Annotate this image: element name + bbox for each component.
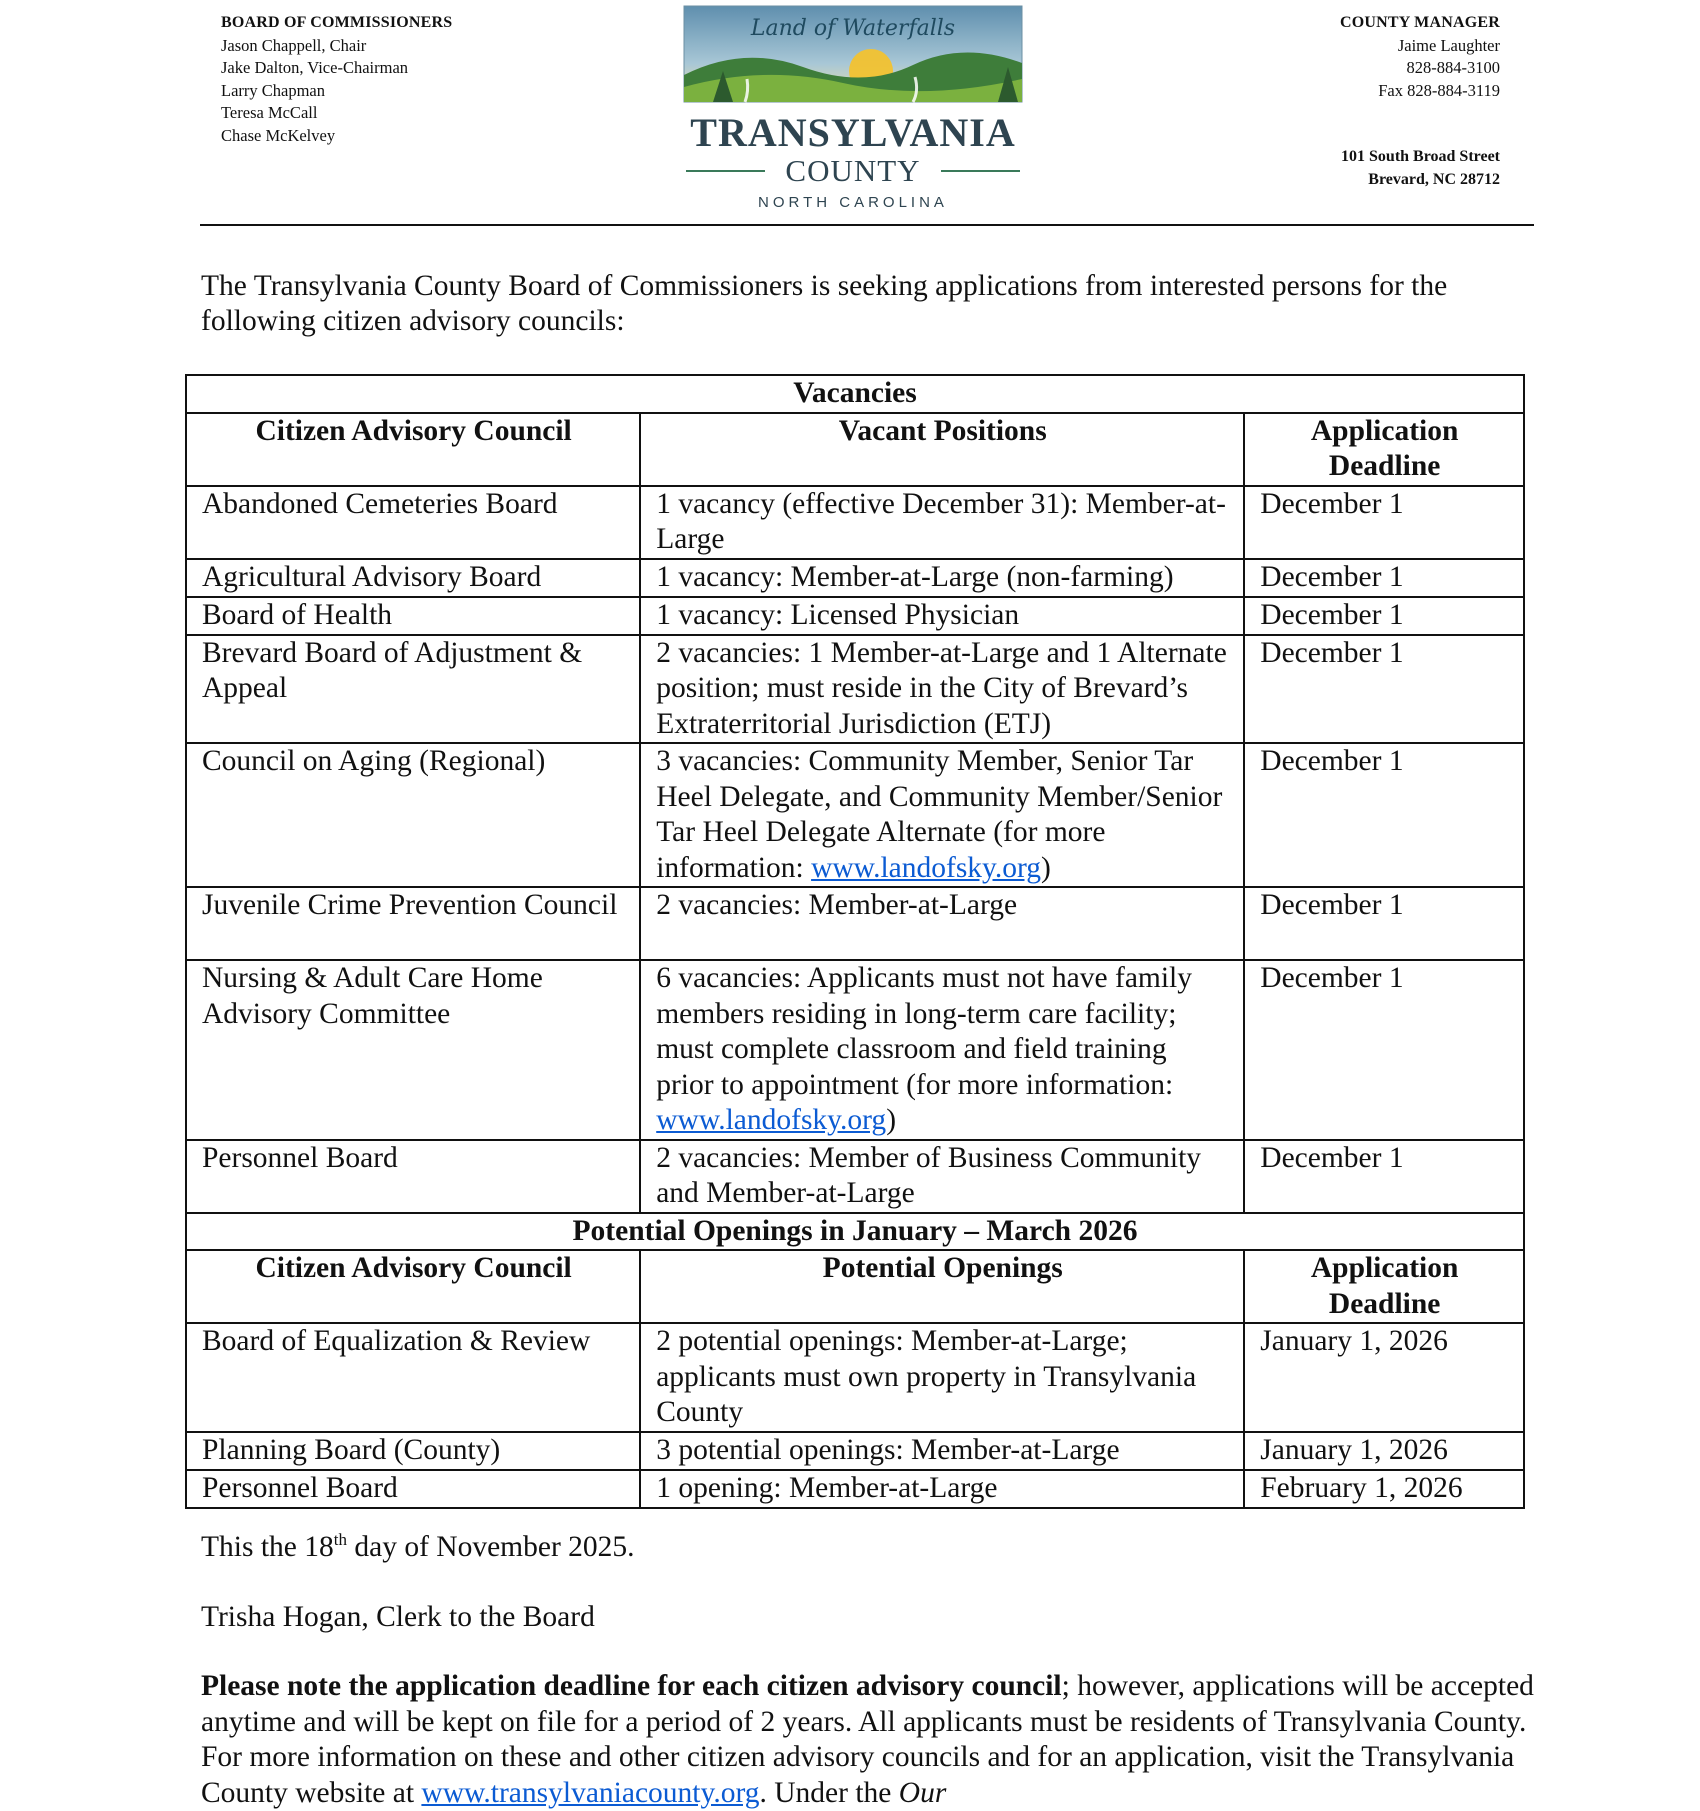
openings-cell: 1 opening: Member-at-Large bbox=[640, 1470, 1244, 1508]
address-line: 101 South Broad Street bbox=[1341, 148, 1500, 165]
board-member: Jake Dalton, Vice-Chairman bbox=[221, 58, 409, 77]
address-line: Brevard, NC 28712 bbox=[1368, 170, 1500, 188]
logo-tagline: Land of Waterfalls bbox=[750, 16, 956, 41]
phone-number: 828-884-3100 bbox=[1406, 58, 1500, 77]
column-header: Application Deadline bbox=[1244, 1250, 1524, 1323]
county-logo bbox=[683, 5, 1023, 210]
landofsky-link[interactable]: www.landofsky.org bbox=[656, 1104, 887, 1136]
county-logo-graphic bbox=[683, 5, 1023, 210]
column-header: Application Deadline bbox=[1244, 413, 1524, 486]
column-header: Citizen Advisory Council bbox=[186, 1250, 640, 1323]
table-row bbox=[186, 887, 1524, 960]
council-cell: Abandoned Cemeteries Board bbox=[186, 486, 640, 559]
positions-cell: 1 vacancy: Licensed Physician bbox=[640, 597, 1244, 635]
column-header: Potential Openings bbox=[640, 1250, 1244, 1323]
application-note: Please note the application deadline for each citizen advisory council; however, applications will be accepted anytime and will be kept on file for a period of 2 years. All applicants must be residents of Transylvania County. For more information on these and other citizen advisory councils and for an application, visit the Transylvania County website at www.transylvaniacounty.org. Under the Our bbox=[201, 1670, 1534, 1809]
table-row bbox=[186, 1432, 1524, 1470]
table-row bbox=[186, 559, 1524, 597]
positions-cell: 2 vacancies: 1 Member-at-Large and 1 Alternate position; must reside in the City of Brevard’s Extraterritorial Jurisdiction (ETJ) bbox=[640, 635, 1244, 744]
positions-cell: 3 vacancies: Community Member, Senior Tar Heel Delegate, and Community Member/Senior Tar Heel Delegate Alternate (for more information: www.landofsky.org) bbox=[640, 743, 1244, 887]
table-row bbox=[186, 1470, 1524, 1508]
board-member: Chase McKelvey bbox=[221, 125, 336, 145]
table-row bbox=[186, 743, 1524, 887]
council-cell: Planning Board (County) bbox=[186, 1432, 640, 1470]
board-heading: BOARD OF COMMISSIONERS bbox=[221, 14, 453, 31]
deadline-cell: December 1 bbox=[1244, 960, 1524, 1140]
manager-heading: COUNTY MANAGER bbox=[1340, 14, 1500, 31]
manager-name: Jaime Laughter bbox=[1397, 35, 1500, 55]
column-header: Citizen Advisory Council bbox=[186, 413, 640, 486]
table-row bbox=[186, 960, 1524, 1140]
deadline-cell: December 1 bbox=[1244, 597, 1524, 635]
logo-name: TRANSYLVANIA bbox=[690, 110, 1016, 155]
deadline-cell: January 1, 2026 bbox=[1244, 1432, 1524, 1470]
positions-cell: 6 vacancies: Applicants must not have family members residing in long-term care facility; must complete classroom and field training prior to appointment (for more information: www.landofsky.org) bbox=[640, 960, 1244, 1140]
column-header: Vacant Positions bbox=[640, 413, 1244, 486]
board-of-commissioners-block bbox=[221, 12, 452, 147]
landofsky-link[interactable]: www.landofsky.org bbox=[811, 851, 1042, 884]
openings-cell: 2 potential openings: Member-at-Large; applicants must own property in Transylvania County bbox=[640, 1323, 1244, 1432]
council-cell: Council on Aging (Regional) bbox=[186, 743, 640, 887]
council-cell: Personnel Board bbox=[186, 1470, 640, 1508]
table-row bbox=[186, 486, 1524, 559]
deadline-cell: December 1 bbox=[1244, 559, 1524, 597]
council-cell: Juvenile Crime Prevention Council bbox=[186, 887, 640, 960]
council-cell: Agricultural Advisory Board bbox=[186, 559, 640, 597]
fax-number: Fax 828-884-3119 bbox=[1378, 80, 1500, 100]
board-member: Jason Chappell, Chair bbox=[221, 35, 367, 55]
deadline-cell: January 1, 2026 bbox=[1244, 1323, 1524, 1432]
deadline-cell: February 1, 2026 bbox=[1244, 1470, 1524, 1508]
county-website-link[interactable]: www.transylvaniacounty.org bbox=[421, 1776, 760, 1809]
deadline-cell: December 1 bbox=[1244, 743, 1524, 887]
deadline-cell: December 1 bbox=[1244, 887, 1524, 960]
deadline-cell: December 1 bbox=[1244, 635, 1524, 744]
clerk-signature: Trisha Hogan, Clerk to the Board bbox=[201, 1601, 595, 1633]
positions-cell: 1 vacancy: Member-at-Large (non-farming) bbox=[640, 559, 1244, 597]
intro-paragraph: The Transylvania County Board of Commissioners is seeking applications from interested persons for the following citizen advisory councils: bbox=[201, 270, 1448, 337]
table-row bbox=[186, 1323, 1524, 1432]
table-row bbox=[186, 1140, 1524, 1213]
board-member: Teresa McCall bbox=[221, 103, 318, 122]
council-cell: Brevard Board of Adjustment & Appeal bbox=[186, 635, 640, 744]
board-member: Larry Chapman bbox=[221, 80, 326, 100]
vacancies-table bbox=[185, 374, 1525, 1509]
table-row bbox=[186, 597, 1524, 635]
dated-line: This the 18th day of November 2025. bbox=[201, 1530, 635, 1563]
county-address bbox=[1341, 146, 1500, 191]
positions-cell: 2 vacancies: Member-at-Large bbox=[640, 887, 1244, 960]
letterhead-divider bbox=[200, 224, 1534, 226]
council-cell: Board of Health bbox=[186, 597, 640, 635]
logo-sub: COUNTY bbox=[785, 153, 921, 188]
logo-state: NORTH CAROLINA bbox=[758, 194, 948, 210]
council-cell: Nursing & Adult Care Home Advisory Committee bbox=[186, 960, 640, 1140]
council-cell: Personnel Board bbox=[186, 1140, 640, 1213]
council-cell: Board of Equalization & Review bbox=[186, 1323, 640, 1432]
table-row bbox=[186, 635, 1524, 744]
county-manager-block bbox=[1240, 12, 1500, 102]
openings-cell: 3 potential openings: Member-at-Large bbox=[640, 1432, 1244, 1470]
deadline-cell: December 1 bbox=[1244, 486, 1524, 559]
section-title: Potential Openings in January – March 2026 bbox=[186, 1213, 1524, 1251]
positions-cell: 2 vacancies: Member of Business Community and Member-at-Large bbox=[640, 1140, 1244, 1213]
positions-cell: 1 vacancy (effective December 31): Member-at-Large bbox=[640, 486, 1244, 559]
section-title: Vacancies bbox=[186, 375, 1524, 413]
deadline-cell: December 1 bbox=[1244, 1140, 1524, 1213]
